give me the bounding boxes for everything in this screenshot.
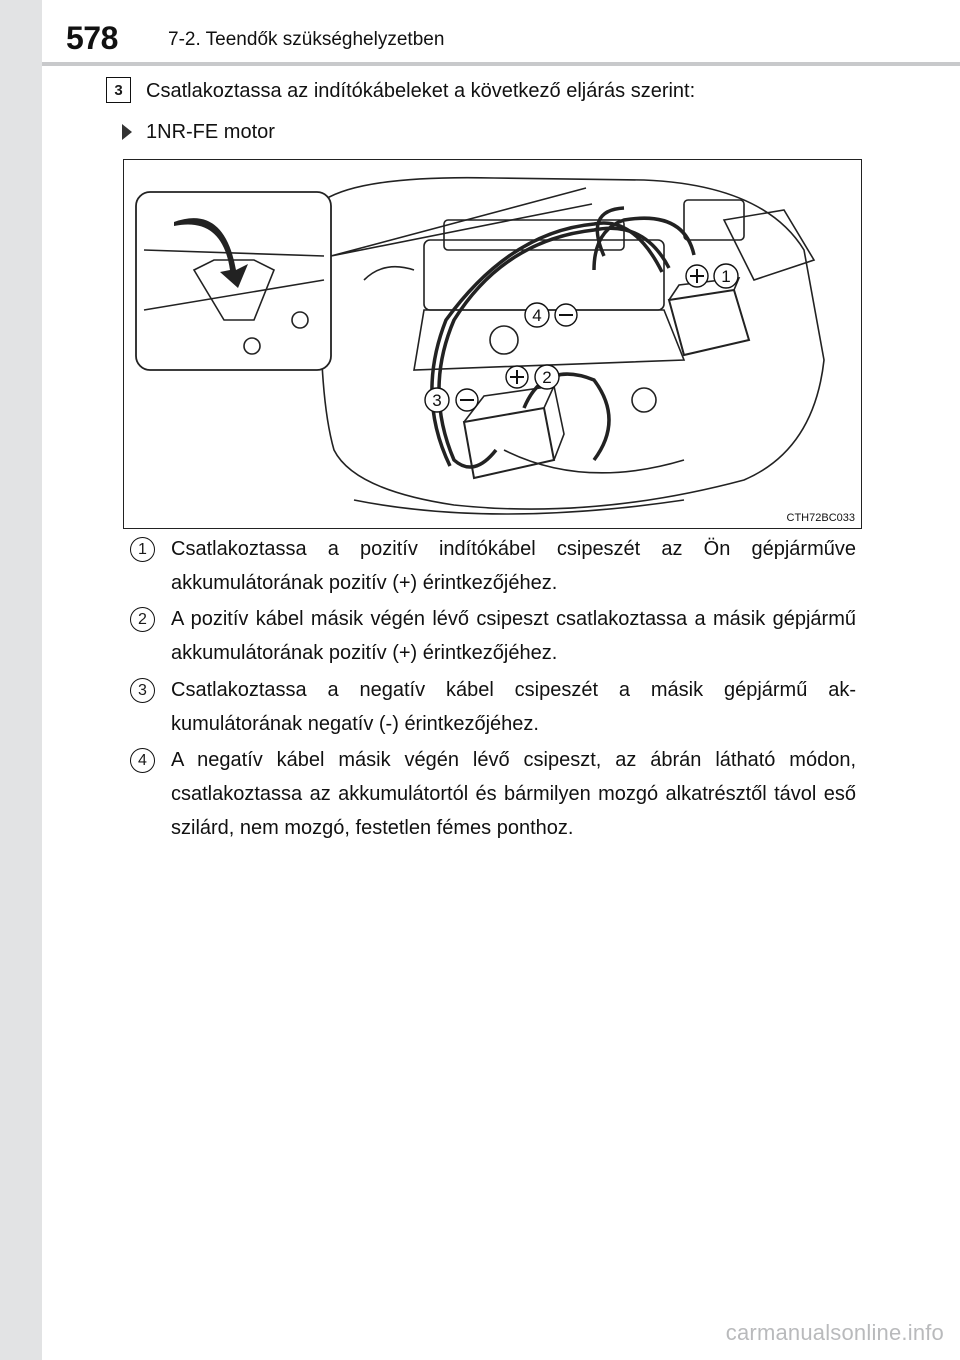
callout-1: 1	[721, 267, 731, 286]
engine-bay-illustration	[123, 159, 862, 529]
step-text: Csatlakoztassa a pozitív indítókábel csipeszét az Ön gépjárműve akkumulátorának pozitív (+) érintkezőjéhez.	[171, 538, 856, 594]
triangle-bullet-icon	[122, 124, 132, 140]
step-text: Csatlakoztassa a negatív kábel csipeszét a másik gépjármű akkumulátorának negatív (-) érintkezőjéhez.	[171, 679, 856, 735]
callout-4: 4	[532, 306, 542, 325]
engine-subheading: 1NR-FE motor	[146, 121, 275, 143]
step-number-box: 3	[106, 77, 131, 103]
step-number-badge: 4	[130, 748, 155, 773]
watermark-text: carmanualsonline.info	[725, 1320, 944, 1345]
callout-3: 3	[432, 391, 442, 410]
step-number-badge: 1	[130, 537, 155, 562]
callout-2: 2	[542, 368, 552, 387]
step-number-badge: 2	[130, 607, 155, 632]
step-text: A negatív kábel másik végén lévő csipeszt, az ábrán látható módon, csatlakoztassa az akkumulátortól és bármilyen mozgó alkatrésztől távol eső szilárd, nem mozgó, festetlen fémes ponthoz.	[171, 749, 856, 839]
page-number: 578	[66, 20, 118, 56]
step-heading: Csatlakoztassa az indítókábeleket a következő eljárás szerint:	[146, 80, 696, 102]
step-number-badge: 3	[130, 678, 155, 703]
header-divider	[42, 62, 960, 66]
page-header	[0, 0, 960, 64]
figure-code: CTH72BC033	[786, 512, 855, 524]
section-title: 7-2. Teendők szükséghelyzetben	[168, 29, 445, 50]
page-sidebar	[0, 0, 42, 1360]
step-text: A pozitív kábel másik végén lévő csipeszt csatlakoztassa a másik gépjármű akkumulátorának pozitív (+) érintkezőjéhez.	[171, 608, 856, 664]
